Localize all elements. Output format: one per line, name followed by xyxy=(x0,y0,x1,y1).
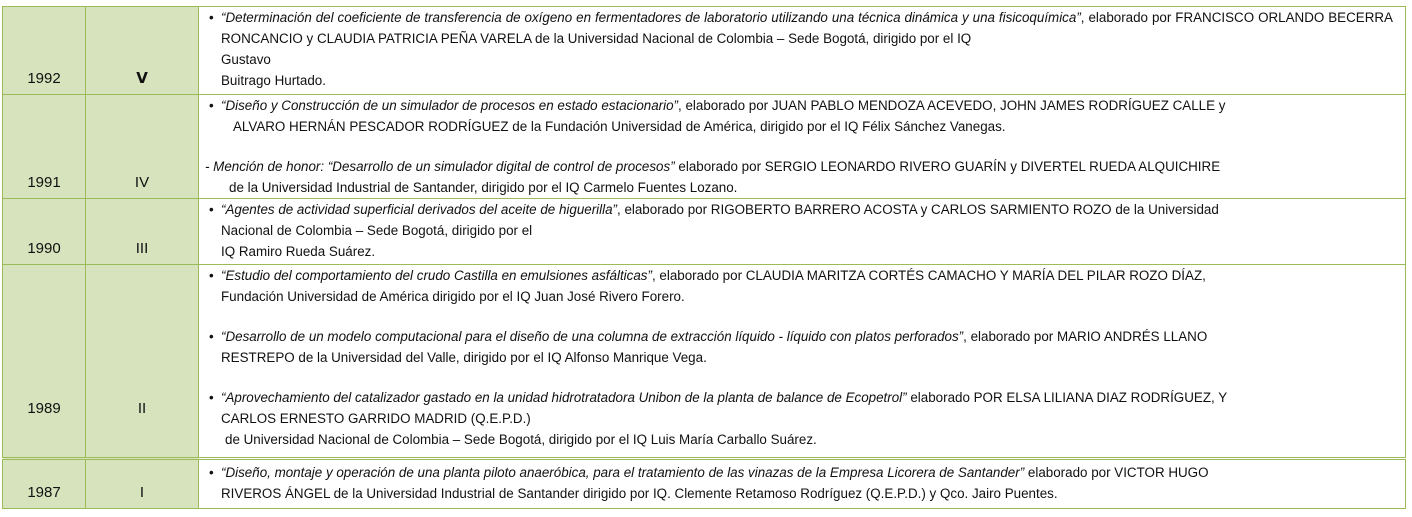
year-cell: 1990 xyxy=(3,199,86,265)
year-cell: 1991 xyxy=(3,95,86,199)
entry-text: de Universidad Nacional de Colombia – Sede Bogotá, dirigido por el IQ Luis María Carballo Suárez. xyxy=(225,432,817,447)
work-title: - Mención de honor: “Desarrollo de un simulador digital de control de procesos” xyxy=(205,159,675,174)
entry-text: Fundación Universidad de América dirigido por el IQ Juan José Rivero Forero. xyxy=(221,289,685,304)
entry-text: IQ Ramiro Rueda Suárez. xyxy=(221,244,376,259)
work-title: “Agentes de actividad superficial derivados del aceite de higuerilla” xyxy=(221,202,617,217)
entry-paragraph xyxy=(205,7,1393,91)
table-row xyxy=(3,265,1406,459)
entry-text: RESTREPO de la Universidad del Valle, dirigido por el IQ Alfonso Manrique Vega. xyxy=(221,350,707,365)
entry-text: CARLOS ERNESTO GARRIDO MADRID (Q.E.P.D.) xyxy=(221,411,531,426)
work-title: “Diseño, montaje y operación de una planta piloto anaeróbica, para el tratamiento de las vinazas de la Empresa Licorera de Santander” xyxy=(221,465,1025,480)
year-cell: 1987 xyxy=(3,459,86,509)
entry-text: , elaborado por JUAN PABLO MENDOZA ACEVEDO, JOHN JAMES RODRÍGUEZ CALLE y xyxy=(678,98,1226,113)
work-title: “Aprovechamiento del catalizador gastado en la unidad hidrotratadora Unibon de la planta de balance de Ecopetrol” xyxy=(221,390,907,405)
edition-cell: I xyxy=(86,459,199,509)
bullet-icon: • xyxy=(209,390,214,405)
entry-text: Buitrago Hurtado. xyxy=(221,73,326,88)
description-cell xyxy=(199,265,1406,459)
description-cell xyxy=(199,459,1406,509)
edition-cell: II xyxy=(86,265,199,459)
entry-paragraph xyxy=(205,326,1393,368)
edition-cell: V xyxy=(86,7,199,95)
bullet-icon: • xyxy=(209,10,214,25)
description-cell xyxy=(199,95,1406,199)
bullet-icon: • xyxy=(209,465,214,480)
entry-text: FRANCISCO ORLANDO BECERRA RONCANCIO y CLAUDIA PATRICIA PEÑA VARELA de la Universidad Nacional de Colombia – Sede Bogotá, dirigido por el IQ xyxy=(221,10,1393,46)
bullet-icon: • xyxy=(209,202,214,217)
entry-text: elaborado por SERGIO LEONARDO RIVERO GUARÍN y DIVERTEL RUEDA ALQUICHIRE xyxy=(674,159,1221,174)
description-cell xyxy=(199,199,1406,265)
table-row xyxy=(3,459,1406,509)
year-cell: 1989 xyxy=(3,265,86,459)
work-title: “Estudio del comportamiento del crudo Castilla en emulsiones asfálticas” xyxy=(221,268,652,283)
entry-text: ALVARO HERNÁN PESCADOR RODRÍGUEZ de la Fundación Universidad de América, dirigido por el IQ Félix Sánchez Vanegas. xyxy=(233,119,1006,134)
entry-text: elaborado por VICTOR HUGO xyxy=(1024,465,1209,480)
entry-text: , elaborado por xyxy=(1080,10,1172,25)
work-title: “Diseño y Construcción de un simulador de procesos en estado estacionario” xyxy=(221,98,679,113)
entry-paragraph xyxy=(205,95,1393,137)
entry-text: Gustavo xyxy=(221,52,271,67)
honor-mention-paragraph xyxy=(205,156,1393,198)
bullet-icon: • xyxy=(209,98,214,113)
table-row xyxy=(3,95,1406,199)
entry-text: , elaborado por MARIO ANDRÉS LLANO xyxy=(963,329,1208,344)
work-title: “Determinación del coeficiente de transferencia de oxígeno en fermentadores de laboratorio utilizando una técnica dinámica y una fisicoquímica” xyxy=(221,10,1081,25)
entry-paragraph xyxy=(205,460,1393,504)
work-title: “Desarrollo de un modelo computacional para el diseño de una columna de extracción líquido - líquido con platos perforados” xyxy=(221,329,964,344)
table-row xyxy=(3,7,1406,95)
entry-text: RIVEROS ÁNGEL de la Universidad Industrial de Santander dirigido por IQ. Clemente Retamoso Rodríguez (Q.E.P.D.) y Qco. Jairo Puentes. xyxy=(221,486,1058,501)
entry-text: elaborado POR ELSA LILIANA DIAZ RODRÍGUEZ, Y xyxy=(906,390,1228,405)
edition-cell: III xyxy=(86,199,199,265)
entry-text: Nacional de Colombia – Sede Bogotá, dirigido por el xyxy=(221,223,533,238)
entry-text: , elaborado por RIGOBERTO BARRERO ACOSTA y CARLOS SARMIENTO ROZO de la Universidad xyxy=(617,202,1219,217)
entry-paragraph xyxy=(205,265,1393,307)
awards-table xyxy=(2,6,1406,509)
entry-text: , elaborado por CLAUDIA MARITZA CORTÉS CAMACHO Y MARÍA DEL PILAR ROZO DÍAZ, xyxy=(651,268,1206,283)
bullet-icon: • xyxy=(209,329,214,344)
bullet-icon: • xyxy=(209,268,214,283)
edition-cell: IV xyxy=(86,95,199,199)
entry-paragraph xyxy=(205,199,1393,262)
table-row xyxy=(3,199,1406,265)
entry-text: de la Universidad Industrial de Santander, dirigido por el IQ Carmelo Fuentes Lozano. xyxy=(229,180,738,195)
description-cell xyxy=(199,7,1406,95)
entry-paragraph xyxy=(205,387,1393,450)
year-cell: 1992 xyxy=(3,7,86,95)
